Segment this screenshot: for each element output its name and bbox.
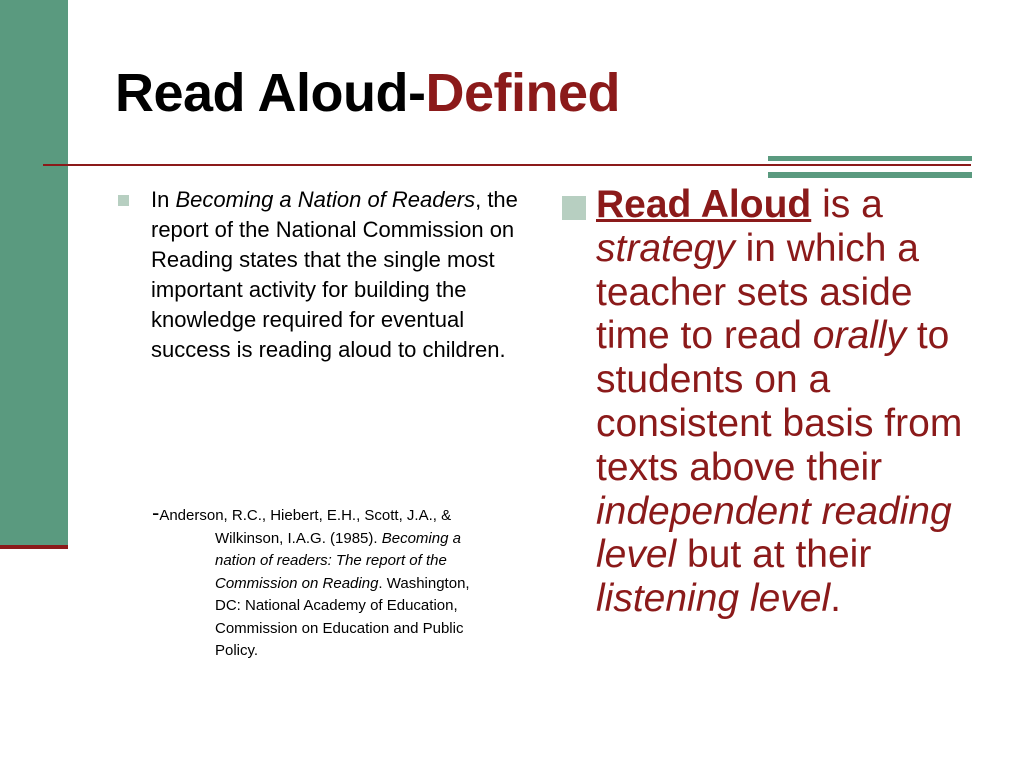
citation-publisher-1: . Washington,: [378, 574, 470, 592]
definition-text-2: in which a teacher sets aside time to read: [596, 226, 919, 358]
decorative-bar-top: [768, 156, 972, 161]
emphasis-strategy: strategy: [596, 226, 735, 270]
left-intro: In: [151, 187, 176, 212]
title-divider: [43, 164, 971, 166]
bullet-square-icon: [118, 195, 129, 206]
emphasis-listening-level: listening level: [596, 577, 831, 621]
definition-text-4: but at their: [676, 533, 872, 577]
emphasis-orally: orally: [812, 314, 906, 358]
definition-text-1: is a: [811, 183, 883, 226]
citation-title-3: Commission on Reading: [215, 574, 379, 592]
book-title: Becoming a Nation of Readers: [175, 187, 476, 212]
slide-title: [115, 62, 620, 124]
citation-line-5: DC: National Academy of Education,: [215, 597, 458, 614]
sidebar-accent-bar: [0, 0, 68, 545]
bullet-square-large-icon: [562, 196, 586, 220]
definition-text-5: .: [830, 577, 841, 621]
citation-line-3: [215, 550, 522, 573]
sidebar-accent-line: [0, 545, 68, 549]
citation-line-1: [152, 502, 522, 528]
citation-line-6: Commission on Education and Public: [215, 619, 464, 637]
citation-continuation: [152, 528, 522, 663]
citation-line-2: [215, 528, 522, 551]
emphasis-independent-level: independent reading level: [596, 489, 952, 577]
definition-text-3: to students on a consistent basis from texts above their: [596, 314, 963, 489]
citation-title-1: Becoming a: [381, 529, 461, 547]
citation-line-7: Policy.: [215, 642, 259, 659]
title-main: Read Aloud-: [115, 63, 426, 123]
left-body: , the report of the National Commission on Reading states that the single most important activity for building the knowledge required for eventual success is reading aloud to children.: [151, 187, 518, 362]
decorative-bar-bottom: [768, 172, 972, 178]
right-column: [562, 183, 972, 621]
citation-title-2: nation of readers: The report of the: [215, 552, 447, 569]
title-accent: Defined: [425, 63, 621, 123]
citation-line-4: [215, 573, 522, 596]
definition-paragraph: [596, 183, 972, 621]
citation-authors-2: Wilkinson, I.A.G. (1985).: [215, 529, 382, 547]
left-paragraph: [151, 185, 523, 365]
citation: [152, 502, 522, 663]
left-column: [118, 185, 523, 365]
defined-term: Read Aloud: [596, 183, 812, 226]
citation-authors: Anderson, R.C., Hiebert, E.H., Scott, J.A., &: [159, 507, 452, 524]
citation-dash: -: [152, 500, 160, 525]
